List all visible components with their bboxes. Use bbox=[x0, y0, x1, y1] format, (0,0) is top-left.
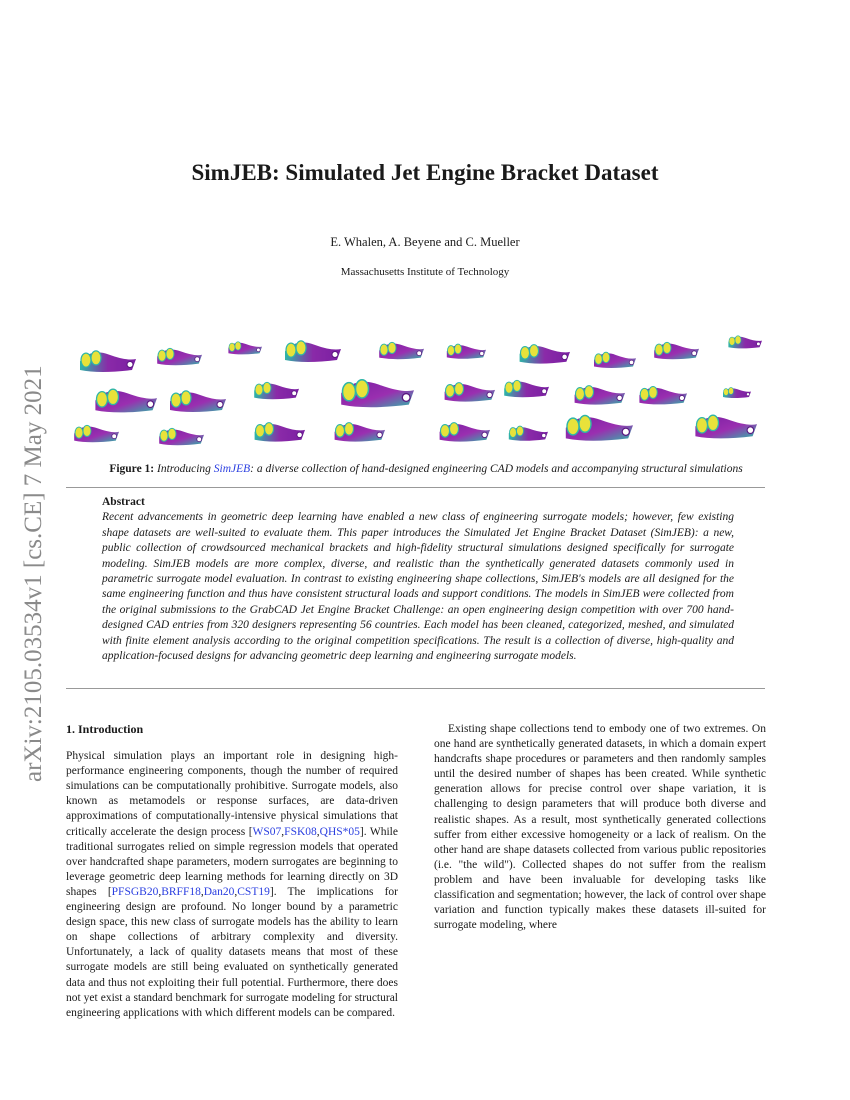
caption-text-after: : a diverse collection of hand-designed engineering CAD models and accompanying structural simulations bbox=[250, 463, 743, 475]
bracket-model bbox=[80, 351, 136, 372]
citation-pfsgb20[interactable]: PFSGB20 bbox=[111, 885, 159, 898]
abstract-top-rule bbox=[66, 487, 765, 488]
citation-brff18[interactable]: BRFF18 bbox=[161, 885, 201, 898]
bracket-model bbox=[695, 415, 757, 438]
figure-caption bbox=[66, 463, 786, 475]
abstract-body: Recent advancements in geometric deep learning have enabled a new class of engineering surrogate models; however, few existing shape datasets are well-suited to evaluate them. This paper introduces the Simulated Jet Engine Bracket Dataset (SimJEB): a new, public collection of crowdsourced mechanical brackets and high-fidelity structural simulations designed specifically for surrogate modeling. SimJEB models are more complex, diverse, and realistic than the synthetically generated datasets commonly used in parametric surrogate model evaluation. In contrast to existing engineering shape collections, SimJEB's models are all designed for the same engineering function and thus have consistent structural loads and support conditions. The models in SimJEB were collected from the original submissions to the GrabCAD Jet Engine Bracket Challenge: an open engineering design competition with over 700 hand-designed CAD entries from 320 designers representing 56 countries. Each model has been cleaned, categorized, meshed, and simulated with finite element analysis according to the original competition specifications. The result is a collection of diverse, high-quality and application-focused designs for advancing geometric deep learning and engineering surrogate models. bbox=[102, 511, 734, 663]
bracket-model bbox=[575, 386, 625, 405]
bracket-model bbox=[379, 342, 424, 359]
bracket-model bbox=[594, 352, 636, 368]
citation-cst19[interactable]: CST19 bbox=[237, 885, 270, 898]
abstract-heading: Abstract bbox=[102, 496, 145, 508]
figure-label: Figure 1: bbox=[109, 463, 155, 475]
abstract-bottom-rule bbox=[66, 688, 765, 689]
bracket-model bbox=[723, 387, 751, 398]
bracket-model bbox=[728, 336, 762, 349]
bracket-model bbox=[95, 389, 157, 412]
section-heading: 1. Introduction bbox=[66, 722, 144, 736]
bracket-model bbox=[170, 391, 226, 412]
bracket-model bbox=[159, 428, 204, 445]
intro-paragraph-1: Physical simulation plays an important role in designing high-performance engineering components, though the number of required simulations can be computationally prohibitive. Surrogate models, also known as metamodels or response surfaces, are data-driven approximations of computationally-intensive physical simulations that critically accelerate the design process [WS07,FSK08,QHS*05]. While traditional surrogates relied on simple regression models that operated over handcrafted shape parameters, modern surrogates are beginning to leverage geometric deep learning methods for learning directly on 3D shapes [PFSGB20,BRFF18,Dan20,CST19]. The implications for engineering design are profound. No longer bound by a parametric design space, this new class of surrogate models has the ability to learn on shape collections of arbitrary complexity and diversity. Unfortunately, a lack of quality datasets means that most of these surrogate models are still being evaluated on synthetically generated data and thus not exploiting their full potential. Furthermore, there does not yet exist a standard benchmark for surrogate modeling for structural engineering applications with which different models can be compared. bbox=[66, 750, 398, 1019]
bracket-model bbox=[654, 342, 699, 359]
caption-text-before: Introducing bbox=[154, 463, 214, 475]
bracket-model bbox=[520, 345, 570, 364]
bracket-model bbox=[445, 383, 495, 402]
intro-paragraph-2: Existing shape collections tend to embody one of two extremes. On one hand are synthetically generated datasets, in which a domain expert handcrafts shape procedures or parameters and then randomly samples until the desired number of shapes has been created. While synthetic generation allows for precise control over shape variation, it is challenging to design parameters that will produce both diverse and realistic shapes. As a result, most synthetically generated collections suffer from either excessive homogeneity or a lack of realism. On the other hand are shape datasets collected from various public repositories (i.e. "the wild"). Collected shapes do not suffer from the realism problem and have been invaluable for developing tasks like classification and segmentation; however, the lack of control over shape variation and function typically makes these datasets ill-suited for surrogate modeling, where bbox=[434, 723, 766, 932]
arxiv-identifier[interactable]: arXiv:2105.03534v1 [cs.CE] 7 May 2021 bbox=[20, 365, 47, 782]
bracket-model bbox=[504, 380, 549, 397]
right-column bbox=[434, 722, 766, 945]
bracket-model bbox=[341, 380, 414, 407]
bracket-model bbox=[447, 344, 486, 359]
bracket-model bbox=[255, 423, 305, 442]
citation-fsk08[interactable]: FSK08 bbox=[284, 825, 317, 838]
simjeb-link[interactable]: SimJEB bbox=[213, 463, 251, 475]
bracket-model bbox=[335, 423, 385, 442]
teaser-figure bbox=[66, 328, 786, 453]
left-column bbox=[66, 722, 398, 1033]
authors: E. Whalen, A. Beyene and C. Mueller bbox=[330, 235, 520, 249]
paper-title: SimJEB: Simulated Jet Engine Bracket Dataset bbox=[191, 160, 659, 185]
abstract bbox=[102, 495, 734, 664]
bracket-model bbox=[509, 426, 548, 441]
bracket-model bbox=[566, 415, 633, 440]
bracket-model bbox=[285, 341, 341, 362]
bracket-model bbox=[74, 425, 119, 442]
citation-ws07[interactable]: WS07 bbox=[252, 825, 282, 838]
citation-qhs05[interactable]: QHS*05 bbox=[319, 825, 360, 838]
bracket-model bbox=[228, 342, 262, 355]
bracket-models bbox=[74, 336, 762, 445]
bracket-model bbox=[639, 386, 687, 404]
citation-dan20[interactable]: Dan20 bbox=[203, 885, 235, 898]
bracket-model bbox=[157, 348, 202, 365]
bracket-model bbox=[254, 382, 299, 399]
bracket-model bbox=[440, 423, 490, 442]
affiliation: Massachusetts Institute of Technology bbox=[340, 266, 510, 278]
